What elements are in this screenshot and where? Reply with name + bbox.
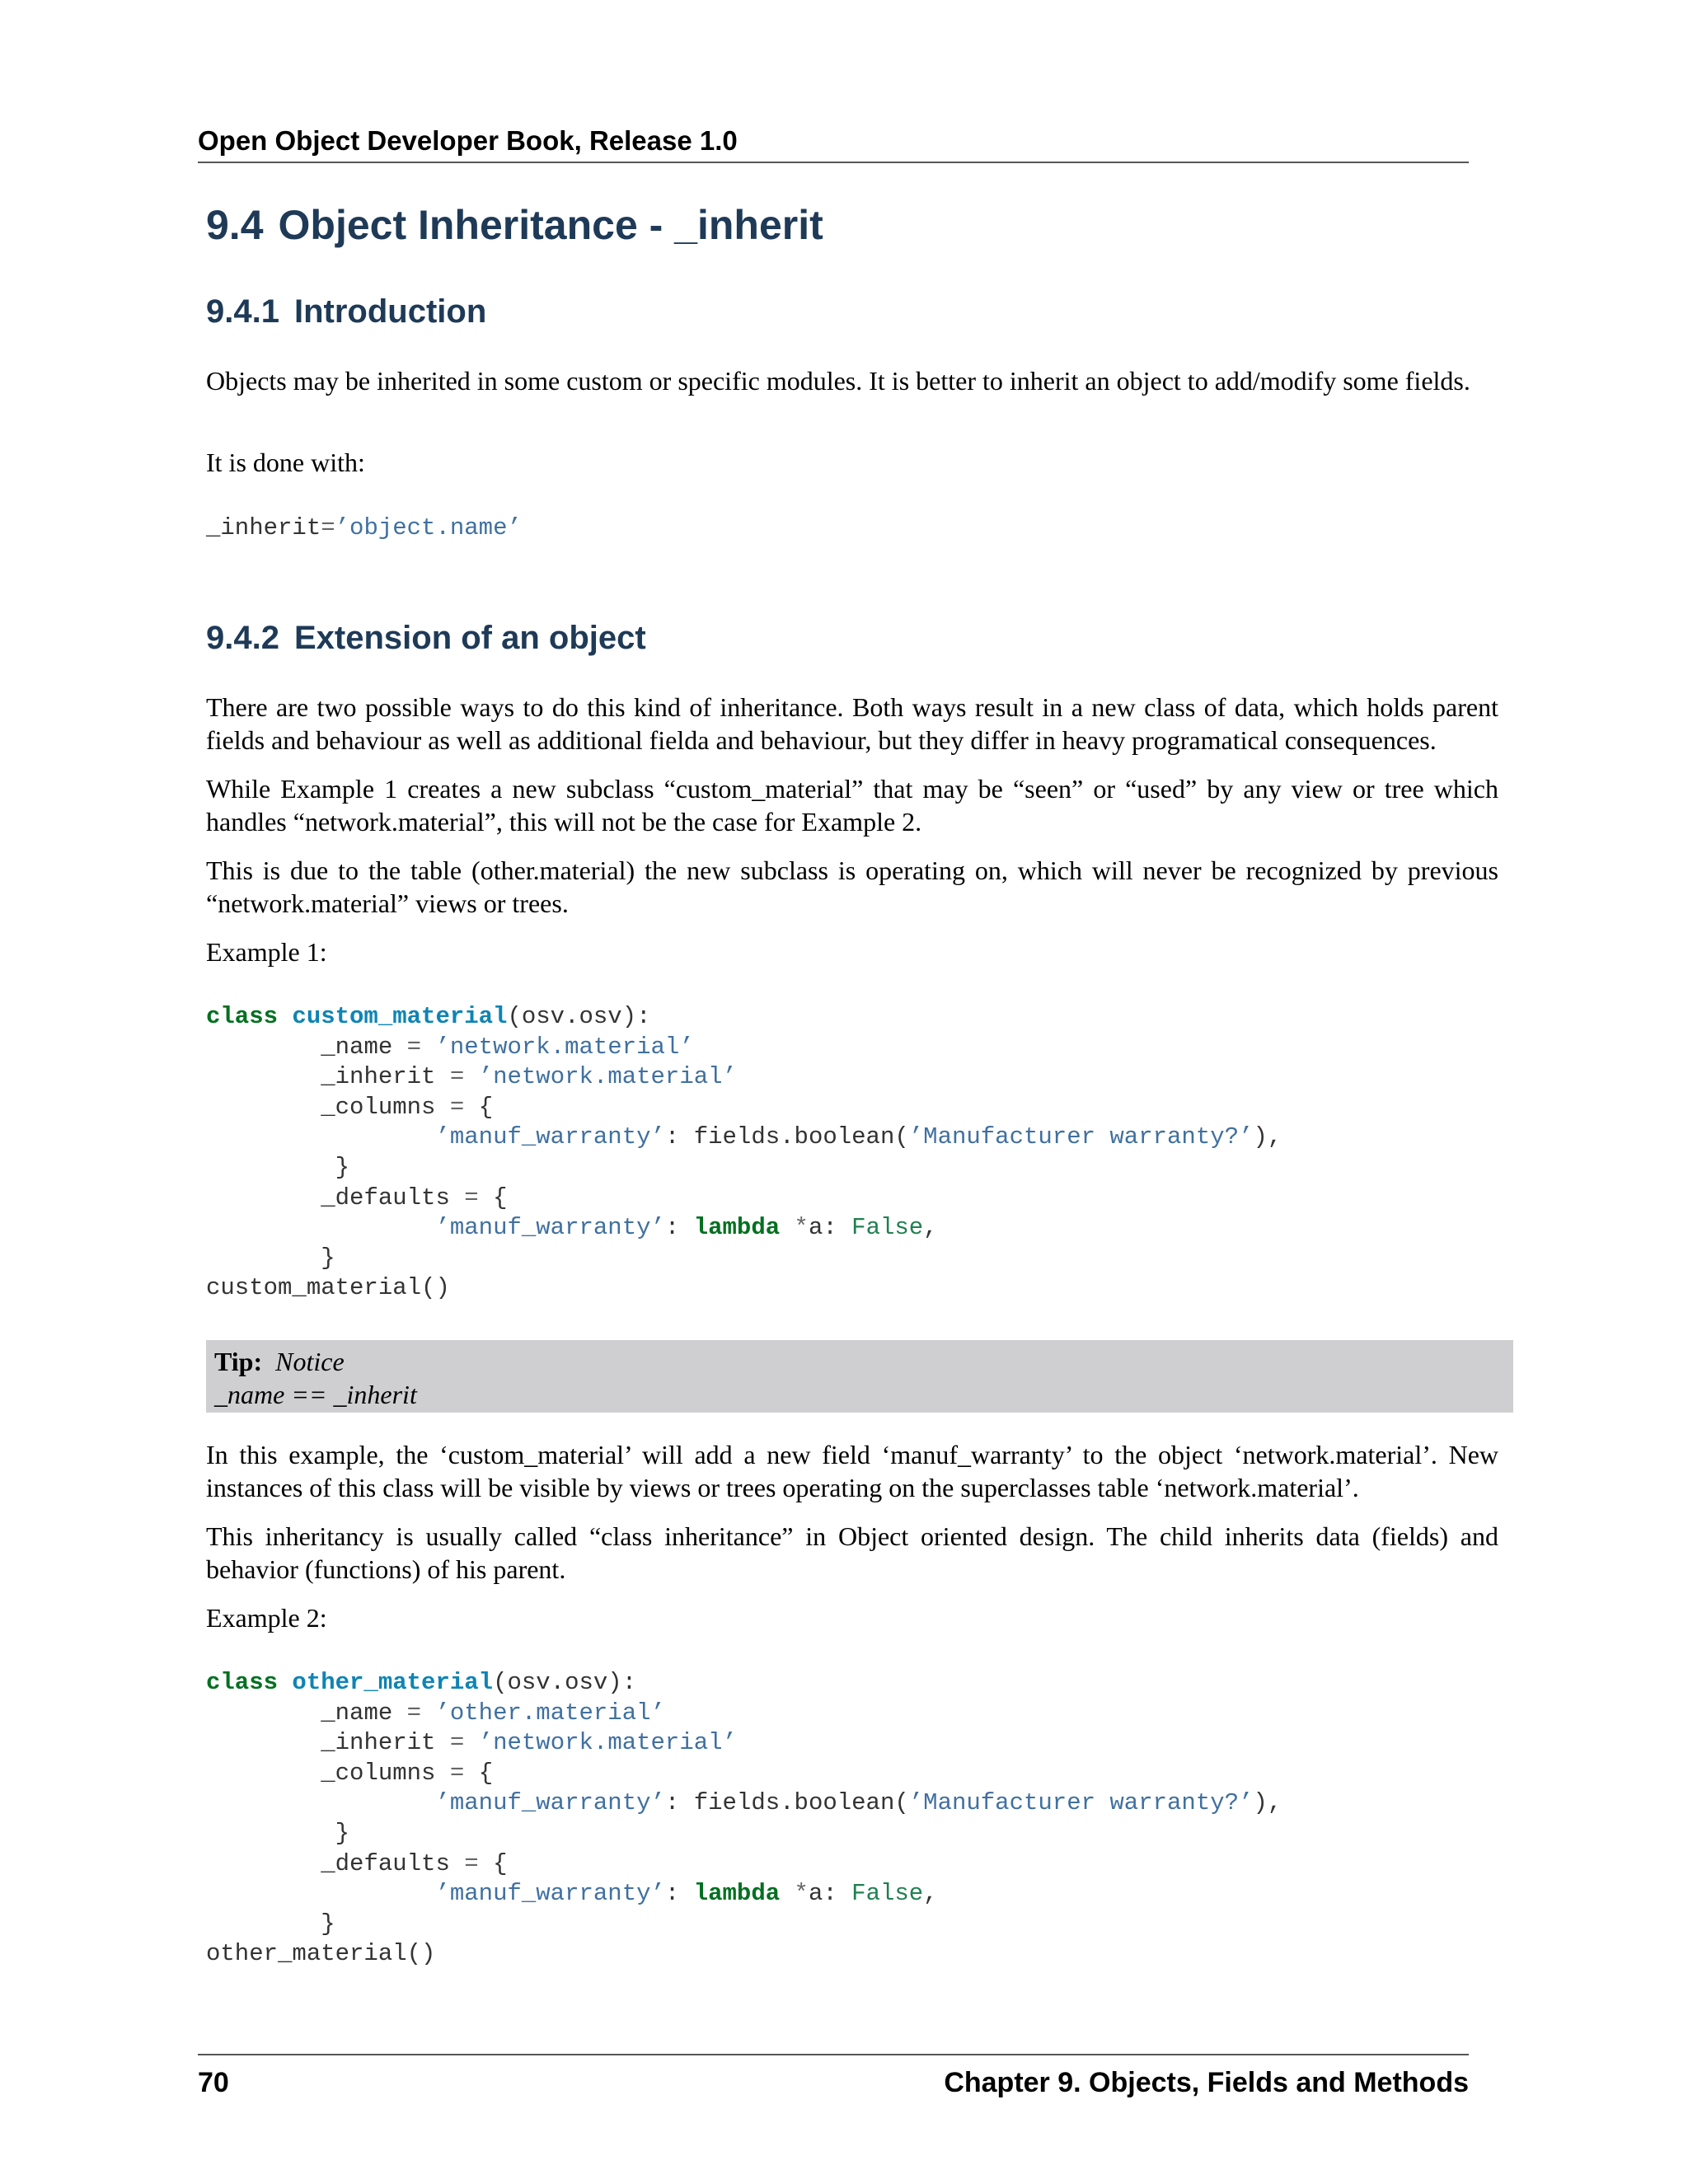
code-token: = xyxy=(406,1699,422,1727)
example-1-label: Example 1: xyxy=(206,937,327,967)
code-token: (osv.osv): xyxy=(507,1003,651,1030)
code-token: custom_material xyxy=(292,1003,508,1030)
code-token: : xyxy=(664,1880,680,1908)
code-token: a: xyxy=(808,1880,837,1908)
subsection-title: Extension of an object xyxy=(293,620,646,656)
code-token: ), xyxy=(1253,1789,1282,1817)
code-token: other_material() xyxy=(206,1940,436,1968)
code-token: _inherit xyxy=(206,514,321,541)
code-token: : xyxy=(664,1123,680,1151)
extension-paragraph-1: There are two possible ways to do this kind of inheritance. Both ways result in a new class of data, which holds parent fields and behaviour as well as additional fielda and behaviour, but they differ in heavy programatical consequences. xyxy=(206,692,1498,755)
code-token: = xyxy=(406,1033,422,1061)
tip-title: Notice xyxy=(275,1347,345,1376)
code-token: ’network.material’ xyxy=(478,1729,737,1757)
extension-paragraph-2: While Example 1 creates a new subclass “custom_material” that may be “seen” or “used” by any view or tree which handles “network.material”, this will not be the case for Example 2. xyxy=(206,774,1498,837)
chapter-title: Chapter 9. Objects, Fields and Methods xyxy=(944,2067,1469,2098)
code-block-inherit xyxy=(206,513,522,544)
extension-paragraph-4: In this example, the ‘custom_material’ will add a new field ‘manuf_warranty’ to the object ‘network.material’. New instances of this class will be visible by views or trees operating on the superclasses table ‘network.material’. xyxy=(206,1440,1498,1502)
code-token: _inherit xyxy=(321,1063,436,1091)
extension-paragraph-3: This is due to the table (other.material) the new subclass is operating on, which will never be recognized by previous “network.material” views or trees. xyxy=(206,855,1498,918)
tip-body: _name == _inherit xyxy=(214,1380,417,1409)
code-token: = xyxy=(464,1849,479,1877)
code-token: _inherit xyxy=(321,1729,436,1757)
code-token: = xyxy=(449,1093,465,1121)
code-token: _columns xyxy=(321,1093,436,1121)
code-block-example-1 xyxy=(206,1002,1282,1304)
code-token: _columns xyxy=(321,1759,436,1787)
section-title: Object Inheritance - _inherit xyxy=(278,202,823,248)
code-token: } xyxy=(321,1244,335,1272)
code-token: : xyxy=(664,1214,680,1242)
code-token: { xyxy=(493,1183,508,1212)
section-number: 9.4 xyxy=(206,202,264,248)
code-token: class xyxy=(206,1003,279,1030)
code-token: ’network.material’ xyxy=(478,1063,737,1091)
code-token: } xyxy=(335,1153,350,1181)
code-token: False xyxy=(851,1214,924,1242)
subsection-heading-introduction xyxy=(206,293,486,330)
code-token: = xyxy=(449,1729,465,1757)
code-token: class xyxy=(206,1669,279,1696)
code-token: _name xyxy=(321,1033,393,1061)
code-token: , xyxy=(923,1214,938,1242)
subsection-heading-extension xyxy=(206,620,646,657)
code-token: ’object.name’ xyxy=(335,514,522,541)
code-token: } xyxy=(335,1819,350,1847)
code-token: * xyxy=(794,1880,809,1908)
tip-title-line xyxy=(214,1345,1505,1378)
code-token: ’network.material’ xyxy=(435,1033,694,1061)
code-token: ’manuf_warranty’ xyxy=(435,1789,665,1817)
extension-paragraph-5: This inheritancy is usually called “class inheritance” in Object oriented design. The child inherits data (fields) and behavior (functions) of his parent. xyxy=(206,1521,1498,1584)
tip-admonition xyxy=(206,1340,1513,1413)
code-token: , xyxy=(923,1880,938,1908)
code-token: fields.boolean( xyxy=(693,1123,909,1151)
section-heading xyxy=(206,201,823,249)
running-footer xyxy=(198,2054,1469,2099)
code-token: other_material xyxy=(292,1669,494,1696)
code-token: = xyxy=(464,1183,479,1212)
code-token: { xyxy=(478,1093,494,1121)
code-token: = xyxy=(449,1759,465,1787)
tip-label: Tip: xyxy=(214,1347,263,1376)
running-header: Open Object Developer Book, Release 1.0 xyxy=(198,125,1469,163)
code-token: } xyxy=(321,1910,335,1938)
code-token: : xyxy=(664,1789,680,1817)
code-token: _defaults xyxy=(321,1183,450,1212)
code-token: ’manuf_warranty’ xyxy=(435,1123,665,1151)
code-token: { xyxy=(493,1849,508,1877)
subsection-title: Introduction xyxy=(293,293,487,330)
code-token: = xyxy=(449,1063,465,1091)
code-token: ), xyxy=(1253,1123,1282,1151)
code-token: ’Manufacturer warranty?’ xyxy=(908,1123,1254,1151)
code-token: = xyxy=(321,514,335,541)
code-token: ’manuf_warranty’ xyxy=(435,1880,665,1908)
intro-paragraph-2: It is done with: xyxy=(206,448,365,477)
code-block-example-2 xyxy=(206,1668,1282,1970)
code-token: fields.boolean( xyxy=(693,1789,909,1817)
code-token: * xyxy=(794,1214,809,1242)
code-token: lambda xyxy=(693,1214,781,1242)
code-token: custom_material() xyxy=(206,1274,450,1302)
subsection-number: 9.4.2 xyxy=(206,620,279,656)
code-token: { xyxy=(478,1759,494,1787)
code-token: lambda xyxy=(693,1880,781,1908)
code-token: a: xyxy=(808,1214,837,1242)
example-2-label: Example 2: xyxy=(206,1603,327,1633)
code-token: ’other.material’ xyxy=(435,1699,665,1727)
subsection-number: 9.4.1 xyxy=(206,293,279,330)
code-token: (osv.osv): xyxy=(493,1669,637,1696)
code-token: _name xyxy=(321,1699,393,1727)
code-token: ’Manufacturer warranty?’ xyxy=(908,1789,1254,1817)
code-token: False xyxy=(851,1880,924,1908)
code-token: _defaults xyxy=(321,1849,450,1877)
intro-paragraph-1: Objects may be inherited in some custom or specific modules. It is better to inherit an object to add/modify some fields. xyxy=(206,366,1470,396)
page-number: 70 xyxy=(198,2067,229,2098)
code-token: ’manuf_warranty’ xyxy=(435,1214,665,1242)
